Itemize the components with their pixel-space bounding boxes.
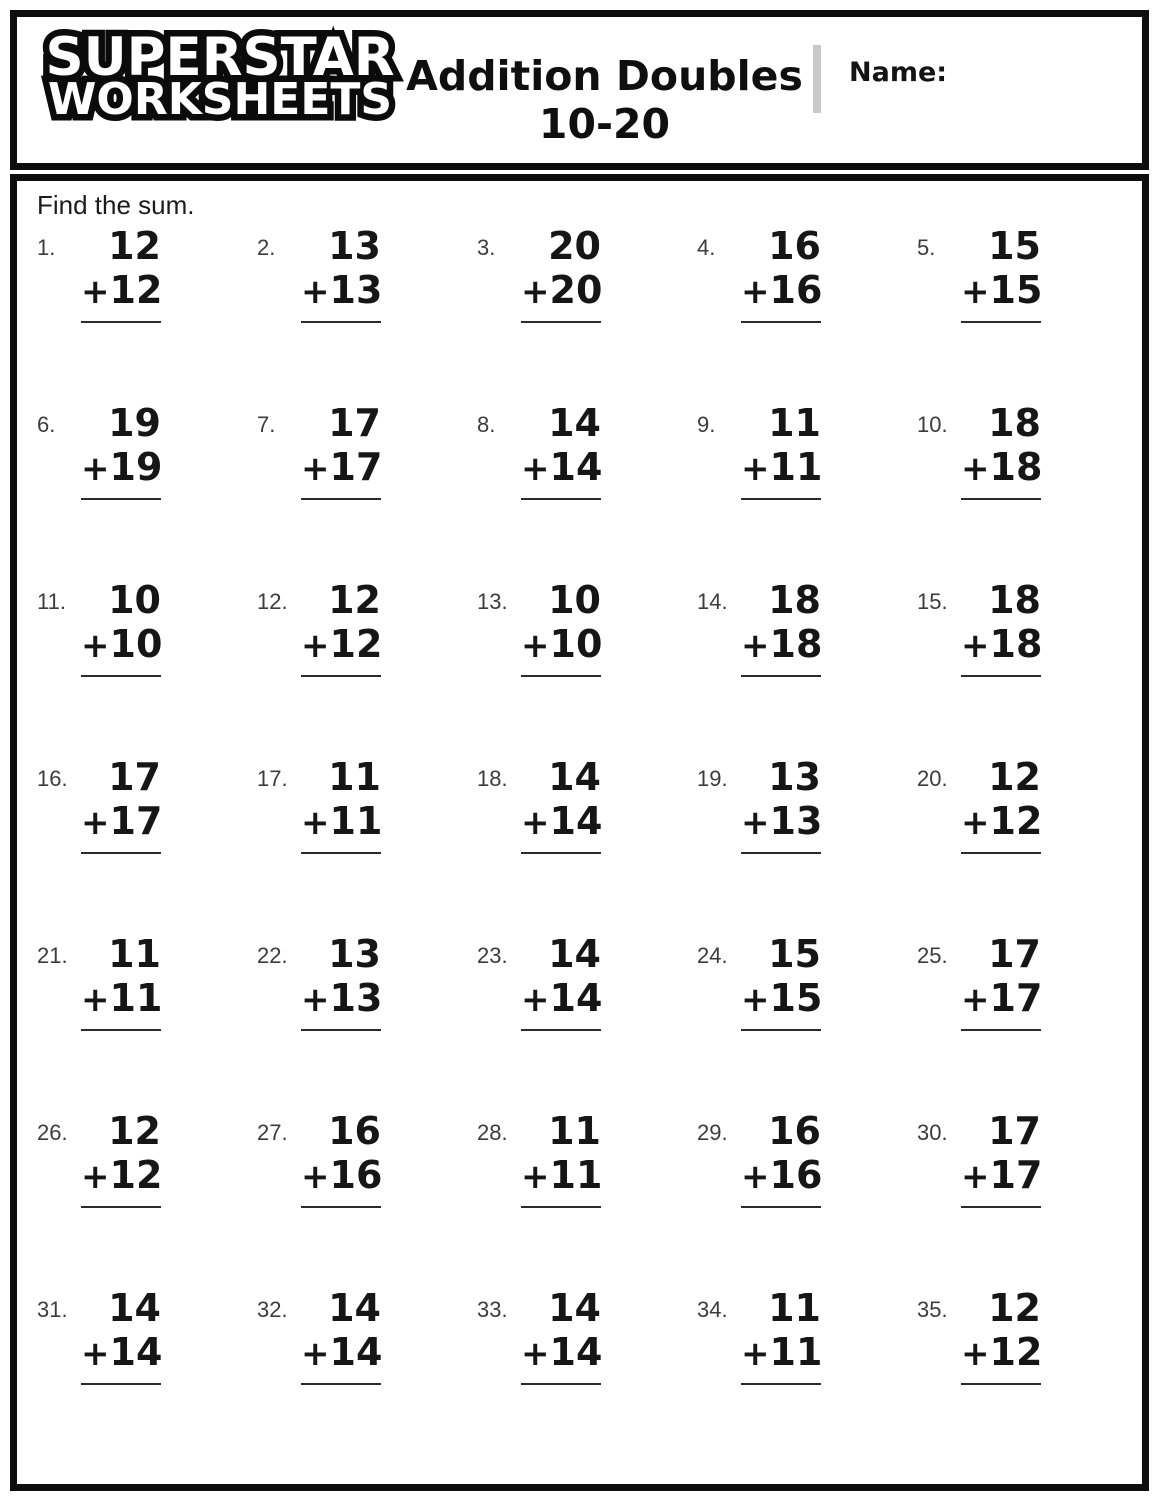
answer-line	[521, 1206, 601, 1208]
addend-bottom-row	[521, 445, 601, 491]
addend-bottom: 13	[329, 268, 383, 312]
plus-icon: +	[81, 980, 110, 1020]
answer-line	[741, 498, 821, 500]
plus-icon: +	[961, 803, 990, 843]
addend-top: 13	[328, 932, 381, 976]
problem-cell	[907, 932, 1127, 1109]
addend-bottom-row	[301, 622, 381, 668]
addend-top: 18	[988, 578, 1041, 622]
problem-stack	[521, 401, 601, 500]
problem-stack	[741, 755, 821, 854]
addend-bottom: 12	[989, 799, 1043, 843]
answer-line	[961, 675, 1041, 677]
problem-stack	[81, 932, 161, 1031]
addend-bottom: 20	[549, 268, 603, 312]
addend-top: 12	[108, 224, 161, 268]
addend-bottom: 11	[109, 976, 163, 1020]
addend-bottom: 16	[769, 268, 823, 312]
problem-number: 10.	[917, 412, 948, 437]
answer-line	[741, 1383, 821, 1385]
problem-number: 25.	[917, 943, 948, 968]
addend-bottom: 11	[769, 445, 823, 489]
addend-bottom: 17	[989, 976, 1043, 1020]
addend-bottom-row	[741, 799, 821, 845]
problem-cell	[27, 755, 247, 932]
plus-icon: +	[741, 449, 770, 489]
problem-number: 28.	[477, 1120, 508, 1145]
answer-line	[301, 852, 381, 854]
problem-number: 26.	[37, 1120, 68, 1145]
worksheet-title	[402, 53, 807, 149]
addend-bottom: 14	[329, 1330, 383, 1374]
problem-cell	[907, 578, 1127, 755]
problem-cell	[687, 578, 907, 755]
answer-line	[961, 321, 1041, 323]
answer-line	[521, 675, 601, 677]
problem-number: 31.	[37, 1297, 68, 1322]
addend-bottom-row	[741, 1153, 821, 1199]
problem-stack	[81, 224, 161, 323]
plus-icon: +	[741, 626, 770, 666]
addend-top: 16	[328, 1109, 381, 1153]
addend-top: 11	[328, 755, 381, 799]
problem-cell	[687, 1109, 907, 1286]
problem-cell	[907, 1109, 1127, 1286]
answer-line	[81, 1206, 161, 1208]
addend-bottom: 12	[109, 1153, 163, 1197]
problem-number: 19.	[697, 766, 728, 791]
addend-bottom: 18	[989, 622, 1043, 666]
addend-top: 11	[548, 1109, 601, 1153]
problem-cell	[687, 932, 907, 1109]
problem-cell	[467, 578, 687, 755]
addend-bottom-row	[521, 1153, 601, 1199]
problem-number: 13.	[477, 589, 508, 614]
problem-cell	[247, 1109, 467, 1286]
answer-line	[741, 1206, 821, 1208]
name-label: Name:	[849, 57, 948, 88]
plus-icon: +	[961, 626, 990, 666]
addend-bottom-row	[741, 622, 821, 668]
plus-icon: +	[81, 1157, 110, 1197]
addend-bottom-row	[961, 1153, 1041, 1199]
addend-top: 11	[768, 401, 821, 445]
problem-cell	[467, 755, 687, 932]
addend-bottom-row	[81, 1153, 161, 1199]
problem-stack	[741, 401, 821, 500]
problem-number: 3.	[477, 235, 496, 260]
problem-number: 34.	[697, 1297, 728, 1322]
answer-line	[961, 1029, 1041, 1031]
problem-stack	[521, 932, 601, 1031]
problem-cell	[27, 401, 247, 578]
problem-stack	[301, 1286, 381, 1385]
addend-bottom-row	[741, 976, 821, 1022]
plus-icon: +	[741, 803, 770, 843]
problem-cell	[687, 1286, 907, 1463]
answer-line	[301, 1383, 381, 1385]
answer-line	[521, 1383, 601, 1385]
plus-icon: +	[961, 449, 990, 489]
problem-number: 12.	[257, 589, 288, 614]
problem-number: 22.	[257, 943, 288, 968]
problem-number: 8.	[477, 412, 496, 437]
addend-top: 17	[108, 755, 161, 799]
addend-top: 18	[768, 578, 821, 622]
problem-cell	[907, 755, 1127, 932]
addend-top: 12	[328, 578, 381, 622]
problem-stack	[521, 578, 601, 677]
addend-top: 17	[988, 932, 1041, 976]
plus-icon: +	[81, 803, 110, 843]
addend-bottom: 10	[549, 622, 603, 666]
addend-bottom-row	[961, 976, 1041, 1022]
addend-bottom-row	[301, 799, 381, 845]
problem-cell	[27, 578, 247, 755]
addend-bottom-row	[81, 445, 161, 491]
problem-number: 27.	[257, 1120, 288, 1145]
problem-cell	[907, 1286, 1127, 1463]
answer-line	[521, 1029, 601, 1031]
problem-cell	[467, 932, 687, 1109]
answer-line	[301, 498, 381, 500]
plus-icon: +	[81, 626, 110, 666]
answer-line	[81, 498, 161, 500]
problem-stack	[301, 755, 381, 854]
addend-bottom-row	[961, 799, 1041, 845]
problem-stack	[301, 401, 381, 500]
title-line-2: 10-20	[538, 99, 671, 148]
addend-bottom-row	[81, 622, 161, 668]
addend-bottom: 12	[109, 268, 163, 312]
problem-stack	[521, 1286, 601, 1385]
answer-line	[741, 675, 821, 677]
problem-stack	[301, 932, 381, 1031]
addend-bottom: 11	[769, 1330, 823, 1374]
addend-bottom-row	[961, 268, 1041, 314]
problem-stack	[521, 1109, 601, 1208]
problem-cell	[27, 1109, 247, 1286]
problem-number: 2.	[257, 235, 276, 260]
addend-bottom: 17	[329, 445, 383, 489]
plus-icon: +	[301, 803, 330, 843]
problem-number: 24.	[697, 943, 728, 968]
problem-stack	[961, 755, 1041, 854]
plus-icon: +	[741, 272, 770, 312]
problem-stack	[961, 578, 1041, 677]
addend-bottom: 14	[109, 1330, 163, 1374]
problem-number: 32.	[257, 1297, 288, 1322]
addend-bottom: 12	[329, 622, 383, 666]
problem-stack	[741, 578, 821, 677]
addend-bottom-row	[961, 1330, 1041, 1376]
addend-bottom-row	[81, 1330, 161, 1376]
problem-stack	[961, 224, 1041, 323]
addend-bottom: 14	[549, 976, 603, 1020]
addend-bottom-row	[741, 268, 821, 314]
addend-top: 14	[328, 1286, 381, 1330]
addend-bottom-row	[301, 445, 381, 491]
problem-stack	[301, 578, 381, 677]
answer-line	[741, 1029, 821, 1031]
problem-stack	[301, 1109, 381, 1208]
addend-bottom-row	[301, 976, 381, 1022]
answer-line	[81, 852, 161, 854]
addend-top: 10	[548, 578, 601, 622]
addend-bottom-row	[301, 268, 381, 314]
problem-stack	[81, 401, 161, 500]
answer-line	[81, 1029, 161, 1031]
answer-line	[961, 498, 1041, 500]
problem-cell	[687, 224, 907, 401]
addend-top: 15	[768, 932, 821, 976]
addend-bottom: 13	[329, 976, 383, 1020]
worksheet-header	[10, 10, 1149, 170]
problem-stack	[521, 755, 601, 854]
problem-number: 9.	[697, 412, 716, 437]
problem-number: 11.	[37, 589, 66, 614]
plus-icon: +	[521, 626, 550, 666]
answer-line	[301, 1029, 381, 1031]
addend-top: 16	[768, 224, 821, 268]
addend-top: 12	[988, 1286, 1041, 1330]
addend-bottom-row	[961, 622, 1041, 668]
answer-line	[301, 1206, 381, 1208]
addend-bottom: 11	[329, 799, 383, 843]
addend-bottom: 14	[549, 1330, 603, 1374]
addend-top: 12	[108, 1109, 161, 1153]
plus-icon: +	[301, 272, 330, 312]
plus-icon: +	[521, 272, 550, 312]
plus-icon: +	[521, 1334, 550, 1374]
problem-cell	[687, 401, 907, 578]
problem-cell	[247, 224, 467, 401]
addend-top: 17	[328, 401, 381, 445]
problem-stack	[81, 1109, 161, 1208]
problem-cell	[27, 1286, 247, 1463]
answer-line	[961, 1383, 1041, 1385]
problem-number: 18.	[477, 766, 508, 791]
addend-top: 14	[548, 755, 601, 799]
problem-number: 14.	[697, 589, 728, 614]
problems-grid	[27, 224, 1127, 1463]
problem-cell	[27, 932, 247, 1109]
title-line-1: Addition Doubles	[406, 52, 803, 100]
plus-icon: +	[521, 1157, 550, 1197]
addend-top: 12	[988, 755, 1041, 799]
answer-line	[81, 321, 161, 323]
plus-icon: +	[741, 1334, 770, 1374]
problem-number: 21.	[37, 943, 68, 968]
addend-bottom: 19	[109, 445, 163, 489]
addend-bottom-row	[741, 445, 821, 491]
addend-top: 13	[328, 224, 381, 268]
problem-cell	[907, 224, 1127, 401]
addend-bottom: 16	[769, 1153, 823, 1197]
answer-line	[521, 852, 601, 854]
addend-bottom: 18	[989, 445, 1043, 489]
problem-cell	[467, 1286, 687, 1463]
addend-bottom-row	[521, 976, 601, 1022]
addend-bottom: 14	[549, 445, 603, 489]
problem-stack	[81, 1286, 161, 1385]
problem-stack	[961, 1109, 1041, 1208]
addend-top: 18	[988, 401, 1041, 445]
plus-icon: +	[81, 272, 110, 312]
problem-number: 1.	[37, 235, 56, 260]
plus-icon: +	[961, 980, 990, 1020]
addend-bottom: 13	[769, 799, 823, 843]
addend-top: 11	[768, 1286, 821, 1330]
addend-top: 14	[548, 401, 601, 445]
plus-icon: +	[81, 1334, 110, 1374]
answer-line	[521, 498, 601, 500]
instructions-text: Find the sum.	[37, 190, 195, 220]
answer-line	[81, 1383, 161, 1385]
problem-stack	[741, 932, 821, 1031]
problem-stack	[741, 1109, 821, 1208]
addend-bottom-row	[741, 1330, 821, 1376]
problem-number: 15.	[917, 589, 948, 614]
logo-line-1: SUPERSTAR	[45, 27, 395, 88]
addend-bottom-row	[81, 799, 161, 845]
superstar-worksheets-logo	[39, 27, 401, 125]
plus-icon: +	[81, 449, 110, 489]
problem-cell	[467, 1109, 687, 1286]
plus-icon: +	[521, 803, 550, 843]
problem-cell	[907, 401, 1127, 578]
problem-number: 16.	[37, 766, 68, 791]
answer-line	[81, 675, 161, 677]
problem-number: 7.	[257, 412, 276, 437]
addend-bottom-row	[521, 268, 601, 314]
plus-icon: +	[301, 626, 330, 666]
addend-bottom: 15	[769, 976, 823, 1020]
addend-bottom-row	[521, 1330, 601, 1376]
answer-line	[961, 1206, 1041, 1208]
problem-number: 30.	[917, 1120, 948, 1145]
answer-line	[301, 321, 381, 323]
problem-cell	[467, 224, 687, 401]
answer-line	[301, 675, 381, 677]
plus-icon: +	[301, 1334, 330, 1374]
answer-line	[741, 321, 821, 323]
addend-bottom-row	[961, 445, 1041, 491]
problem-number: 5.	[917, 235, 936, 260]
addend-top: 13	[768, 755, 821, 799]
problem-cell	[247, 578, 467, 755]
addend-bottom-row	[301, 1330, 381, 1376]
plus-icon: +	[961, 1157, 990, 1197]
addend-bottom-row	[301, 1153, 381, 1199]
addend-bottom: 17	[109, 799, 163, 843]
problem-stack	[741, 224, 821, 323]
addend-top: 17	[988, 1109, 1041, 1153]
header-divider-bar	[813, 45, 821, 113]
plus-icon: +	[741, 980, 770, 1020]
addend-bottom: 15	[989, 268, 1043, 312]
problem-cell	[247, 755, 467, 932]
plus-icon: +	[301, 449, 330, 489]
addend-top: 16	[768, 1109, 821, 1153]
addend-bottom-row	[81, 268, 161, 314]
addend-bottom: 11	[549, 1153, 603, 1197]
problem-cell	[687, 755, 907, 932]
plus-icon: +	[301, 980, 330, 1020]
problem-stack	[961, 932, 1041, 1031]
answer-line	[961, 852, 1041, 854]
addend-top: 14	[548, 932, 601, 976]
plus-icon: +	[741, 1157, 770, 1197]
problem-cell	[27, 224, 247, 401]
addend-top: 15	[988, 224, 1041, 268]
problem-cell	[247, 401, 467, 578]
problem-number: 6.	[37, 412, 56, 437]
problem-stack	[81, 755, 161, 854]
addend-top: 20	[548, 224, 601, 268]
problem-cell	[247, 1286, 467, 1463]
problem-number: 17.	[257, 766, 288, 791]
addend-bottom: 17	[989, 1153, 1043, 1197]
problem-stack	[81, 578, 161, 677]
addend-top: 19	[108, 401, 161, 445]
problem-stack	[961, 401, 1041, 500]
plus-icon: +	[521, 980, 550, 1020]
plus-icon: +	[521, 449, 550, 489]
problem-number: 20.	[917, 766, 948, 791]
problem-cell	[247, 932, 467, 1109]
addend-bottom: 18	[769, 622, 823, 666]
answer-line	[741, 852, 821, 854]
plus-icon: +	[961, 1334, 990, 1374]
plus-icon: +	[961, 272, 990, 312]
addend-bottom: 14	[549, 799, 603, 843]
problem-stack	[741, 1286, 821, 1385]
logo-line-2: WORKSHEETS	[47, 74, 393, 125]
problem-number: 29.	[697, 1120, 728, 1145]
answer-line	[521, 321, 601, 323]
problem-number: 4.	[697, 235, 716, 260]
addend-bottom-row	[81, 976, 161, 1022]
problem-cell	[467, 401, 687, 578]
problem-number: 23.	[477, 943, 508, 968]
plus-icon: +	[301, 1157, 330, 1197]
problem-number: 33.	[477, 1297, 508, 1322]
addend-bottom: 16	[329, 1153, 383, 1197]
addend-bottom: 12	[989, 1330, 1043, 1374]
problem-stack	[521, 224, 601, 323]
addend-bottom-row	[521, 622, 601, 668]
addend-top: 11	[108, 932, 161, 976]
addend-top: 14	[108, 1286, 161, 1330]
addend-bottom-row	[521, 799, 601, 845]
problem-number: 35.	[917, 1297, 948, 1322]
problem-stack	[961, 1286, 1041, 1385]
problem-stack	[301, 224, 381, 323]
addend-top: 10	[108, 578, 161, 622]
addend-bottom: 10	[109, 622, 163, 666]
addend-top: 14	[548, 1286, 601, 1330]
